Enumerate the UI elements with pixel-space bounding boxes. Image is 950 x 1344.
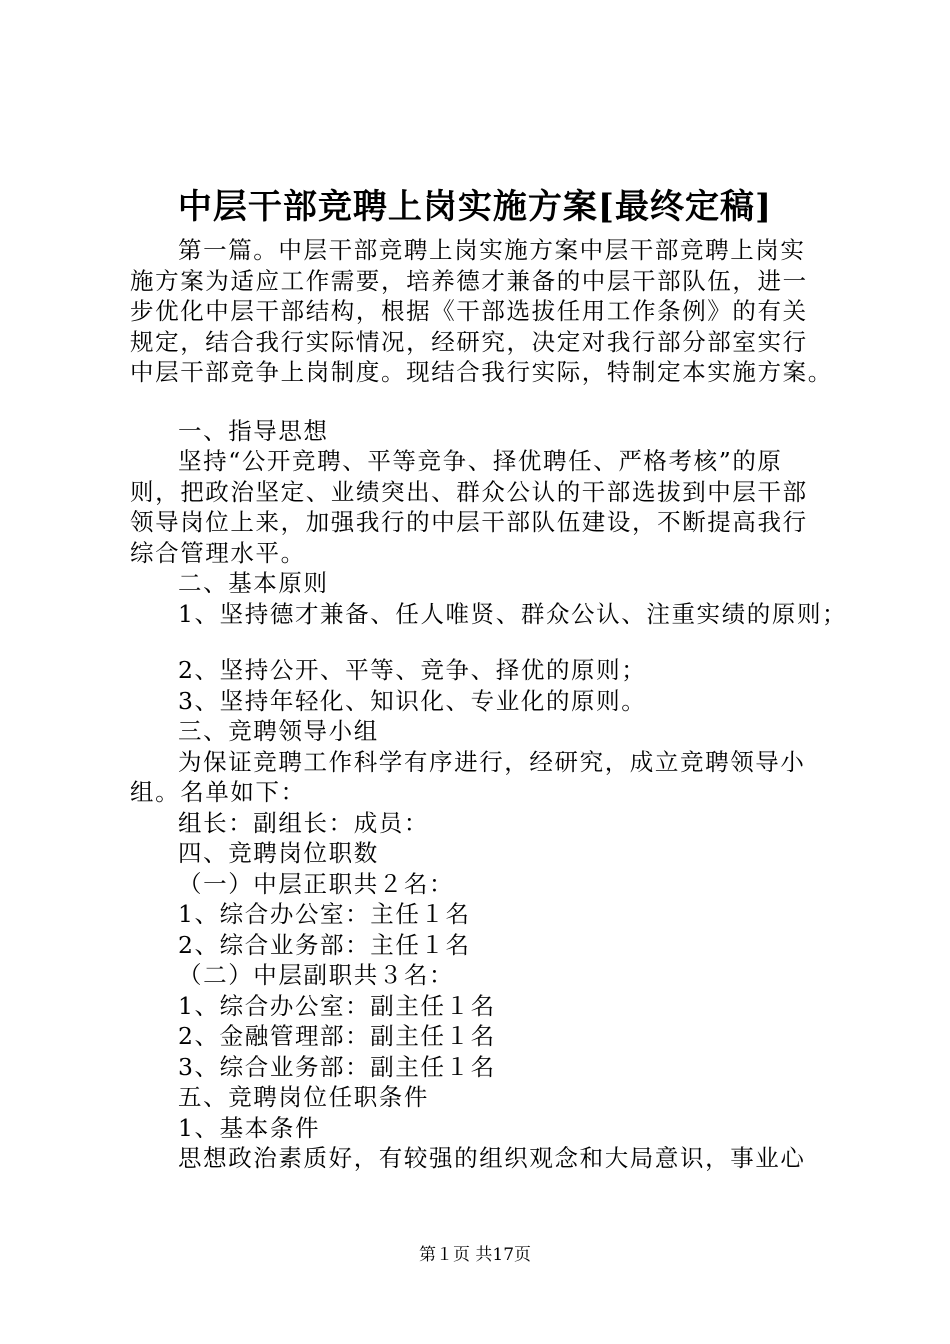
sub-heading: 1、基本条件 [178, 1113, 321, 1142]
sub-heading: （一）中层正职共２名： [178, 869, 455, 898]
section-heading: 一、指导思想 [178, 416, 329, 445]
section-heading: 三、竞聘领导小组 [178, 717, 379, 745]
list-item: 1、综合办公室：主任１名 [178, 900, 471, 928]
list-item: 1、综合办公室：副主任１名 [178, 991, 496, 1020]
paragraph-line: 中层干部竞争上岗制度。现结合我行实际，特制定本实施方案。 [130, 358, 833, 386]
paragraph-line: 组长：副组长：成员： [178, 808, 429, 837]
document-title: 中层干部竞聘上岗实施方案[最终定稿] [177, 187, 773, 227]
section-heading: 五、竞聘岗位任职条件 [178, 1083, 429, 1111]
paragraph-line: 第一篇。中层干部竞聘上岗实施方案中层干部竞聘上岗实 [178, 236, 806, 264]
list-item: 2、金融管理部：副主任１名 [178, 1022, 496, 1050]
list-item: 1、坚持德才兼备、任人唯贤、群众公认、注重实绩的原则； [178, 599, 848, 628]
paragraph-line: 施方案为适应工作需要，培养德才兼备的中层干部队伍，进一 [130, 266, 808, 295]
paragraph-line: 组。名单如下： [130, 778, 306, 806]
section-heading: 二、基本原则 [178, 569, 329, 597]
list-item: 3、坚持年轻化、知识化、专业化的原则。 [178, 686, 647, 715]
paragraph-line: 为保证竞聘工作科学有序进行，经研究，成立竞聘领导小 [178, 747, 806, 776]
document-body [130, 235, 848, 1174]
sub-heading: （二）中层副职共３名： [178, 961, 455, 989]
paragraph-line: 坚持“公开竞聘、平等竞争、择优聘任、严格考核”的原 [178, 447, 783, 475]
paragraph-line: 规定，结合我行实际情况，经研究，决定对我行部分部室实行 [130, 327, 808, 356]
page-number: 第１页 共17页 [418, 1245, 532, 1265]
paragraph-line: 步优化中层干部结构，根据《干部选拔任用工作条例》的有关 [130, 297, 808, 325]
list-item: 3、综合业务部：副主任１名 [178, 1052, 496, 1081]
list-item: 2、综合业务部：主任１名 [178, 930, 471, 959]
section-heading: 四、竞聘岗位职数 [178, 839, 379, 867]
paragraph-line: 综合管理水平。 [130, 538, 306, 567]
paragraph-line: 领导岗位上来，加强我行的中层干部队伍建设，不断提高我行 [130, 508, 808, 536]
paragraph-line: 则，把政治坚定、业绩突出、群众公认的干部选拔到中层干部 [130, 477, 808, 506]
paragraph-line: 思想政治素质好，有较强的组织观念和大局意识，事业心 [178, 1144, 806, 1172]
list-item: 2、坚持公开、平等、竞争、择优的原则； [178, 656, 647, 684]
